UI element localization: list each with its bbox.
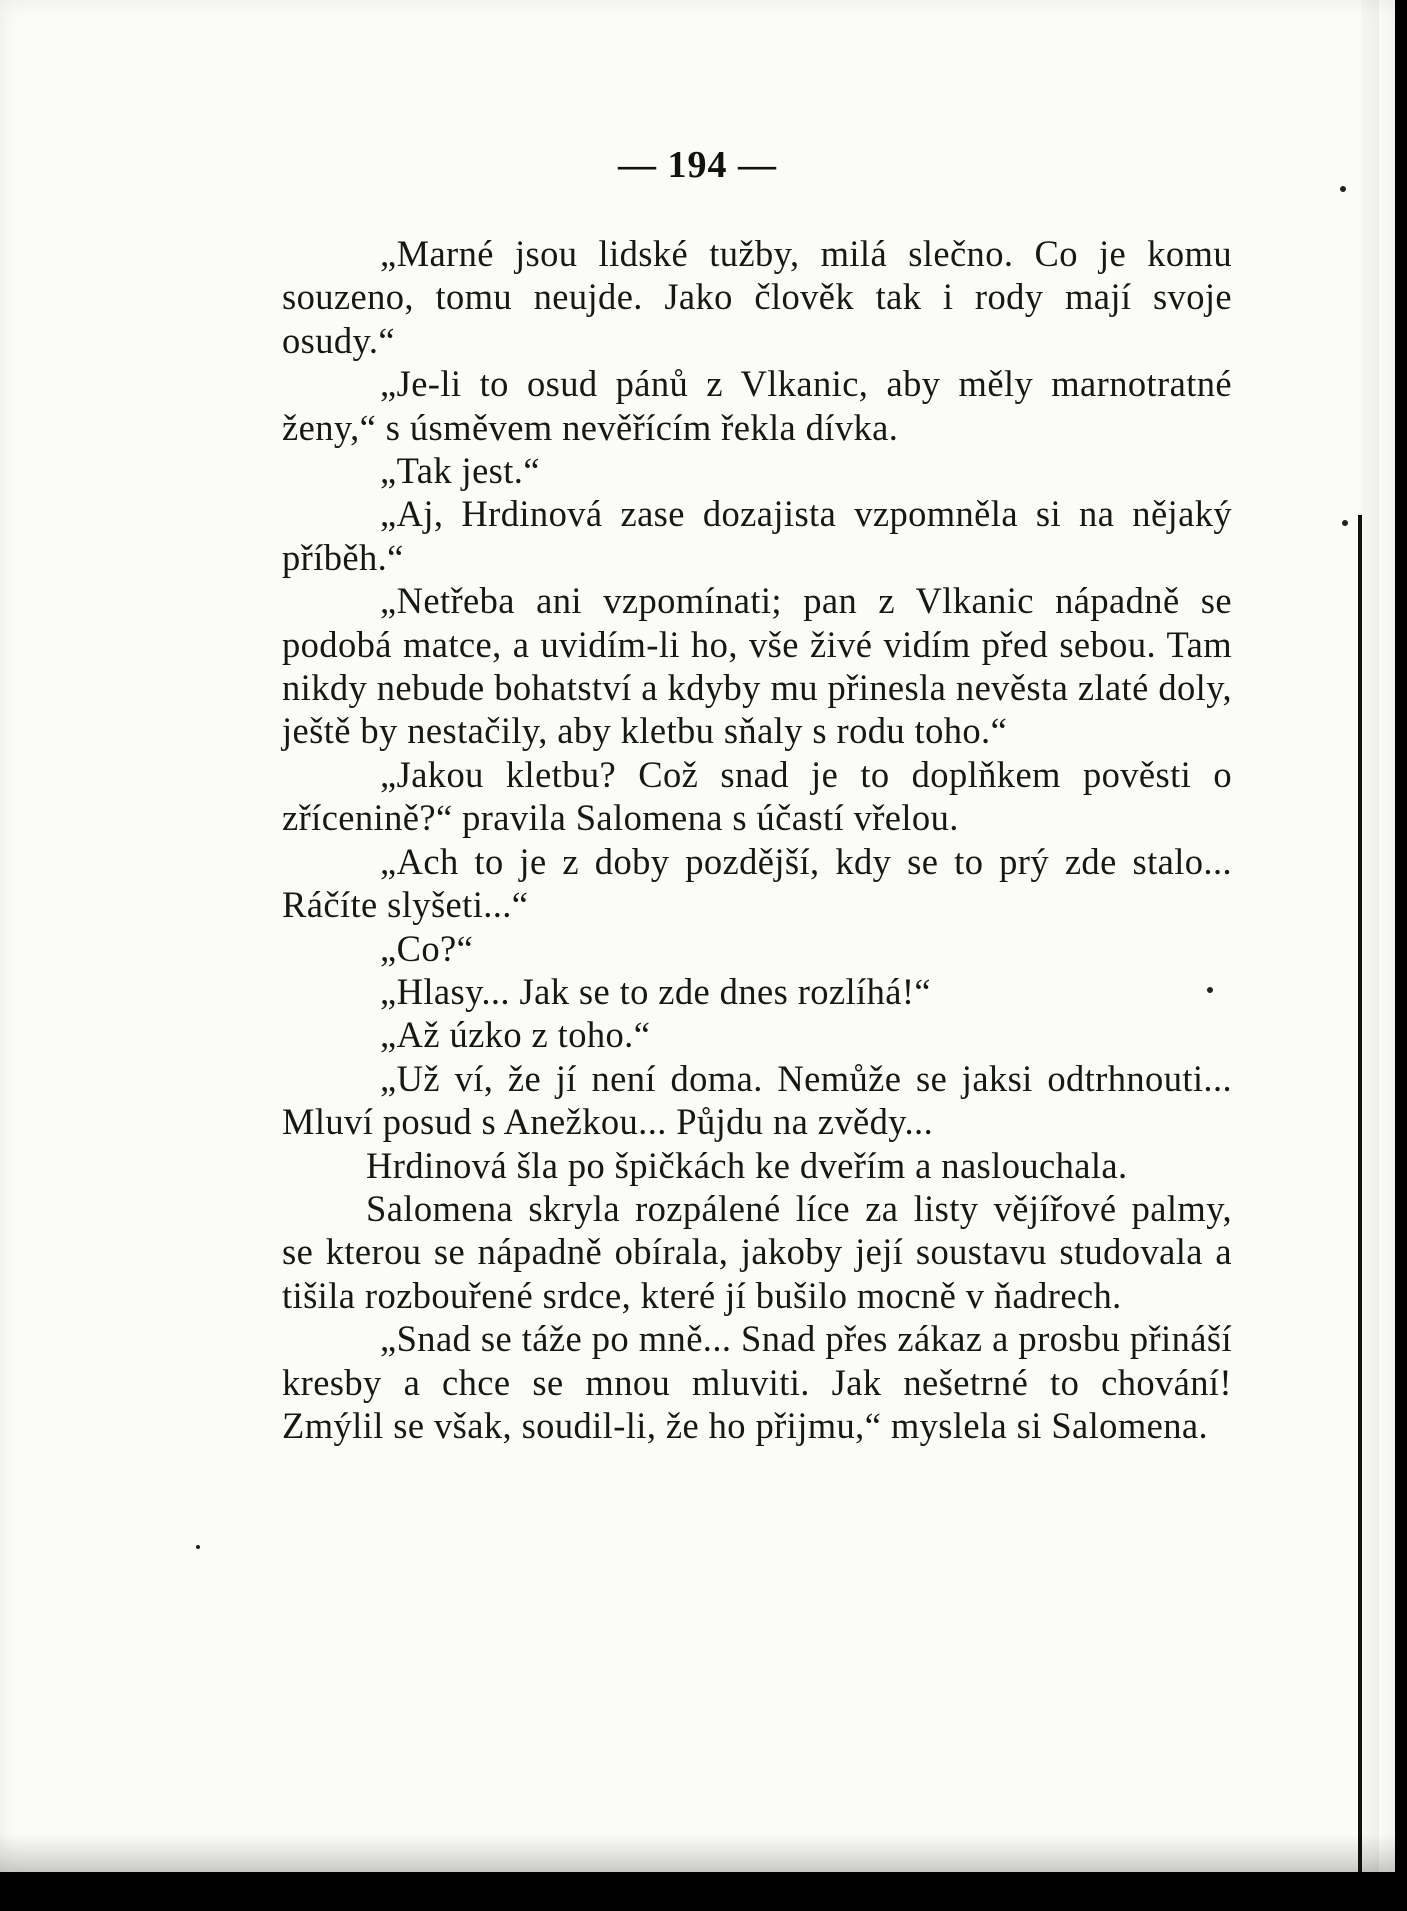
page-bottom-shadow xyxy=(0,1834,1395,1872)
dialogue-paragraph: „Je-li to osud pánů z Vlkanic, aby měly marnotratné ženy,“ s úsměvem nevěřícím řekla dívka. xyxy=(282,363,1232,448)
dialogue-paragraph: „Aj, Hrdinová zase dozajista vzpomněla si na nějaký příběh.“ xyxy=(282,493,1232,578)
dialogue-paragraph: „Až úzko z toho.“ xyxy=(380,1014,651,1056)
dialogue-paragraph: „Ach to je z doby pozdější, kdy se to prý zde stalo... Ráčíte slyšeti...“ xyxy=(282,840,1232,926)
margin-line xyxy=(1358,515,1362,1872)
narrative-paragraph: Salomena skryla rozpálené líce za listy vějířové palmy, se kterou se nápadně obírala, jakoby její soustavu studovala a tišila rozbouřené srdce, které jí bušilo mocně v ňadrech. xyxy=(282,1187,1232,1316)
dialogue-paragraph: „Už ví, že jí není doma. Nemůže se jaksi odtrhnouti... Mluví posud s Anežkou... Půjdu na zvědy... xyxy=(282,1057,1232,1143)
narrative-paragraph: Hrdinová šla po špičkách ke dveřím a naslouchala. xyxy=(366,1144,1128,1186)
ink-speck xyxy=(196,1545,200,1549)
body-text xyxy=(282,232,1232,1447)
dialogue-paragraph: „Co?“ xyxy=(380,927,474,969)
page-number: — 194 — xyxy=(618,144,777,186)
dialogue-paragraph: „Netřeba ani vzpomínati; pan z Vlkanic nápadně se podobá matce, a uvidím-li ho, vše živé vidím před sebou. Tam nikdy nebude bohatství a kdyby mu přinesla nevěsta zlaté doly, ještě by nestačily, aby kletbu sňaly s rodu toho.“ xyxy=(282,580,1232,752)
dialogue-paragraph: „Snad se táže po mně... Snad přes zákaz a prosbu přináší kresby a chce se mnou mluviti. Jak nešetrné to chování! Zmýlil se však, soudil-li, že ho přijmu,“ myslela si Salomena. xyxy=(282,1318,1232,1446)
dialogue-paragraph: „Hlasy... Jak se to zde dnes rozlíhá!“ xyxy=(380,970,932,1012)
dialogue-paragraph: „Jakou kletbu? Což snad je to doplňkem pověsti o zřícenině?“ pravila Salomena s účastí vřelou. xyxy=(282,753,1232,839)
dialogue-paragraph: „Tak jest.“ xyxy=(380,450,540,492)
page-gutter-shadow xyxy=(1361,0,1379,1872)
dialogue-paragraph: „Marné jsou lidské tužby, milá slečno. Co je komu souzeno, tomu neujde. Jako člověk tak i rody mají svoje osudy.“ xyxy=(282,233,1232,361)
ink-speck xyxy=(1342,520,1348,526)
